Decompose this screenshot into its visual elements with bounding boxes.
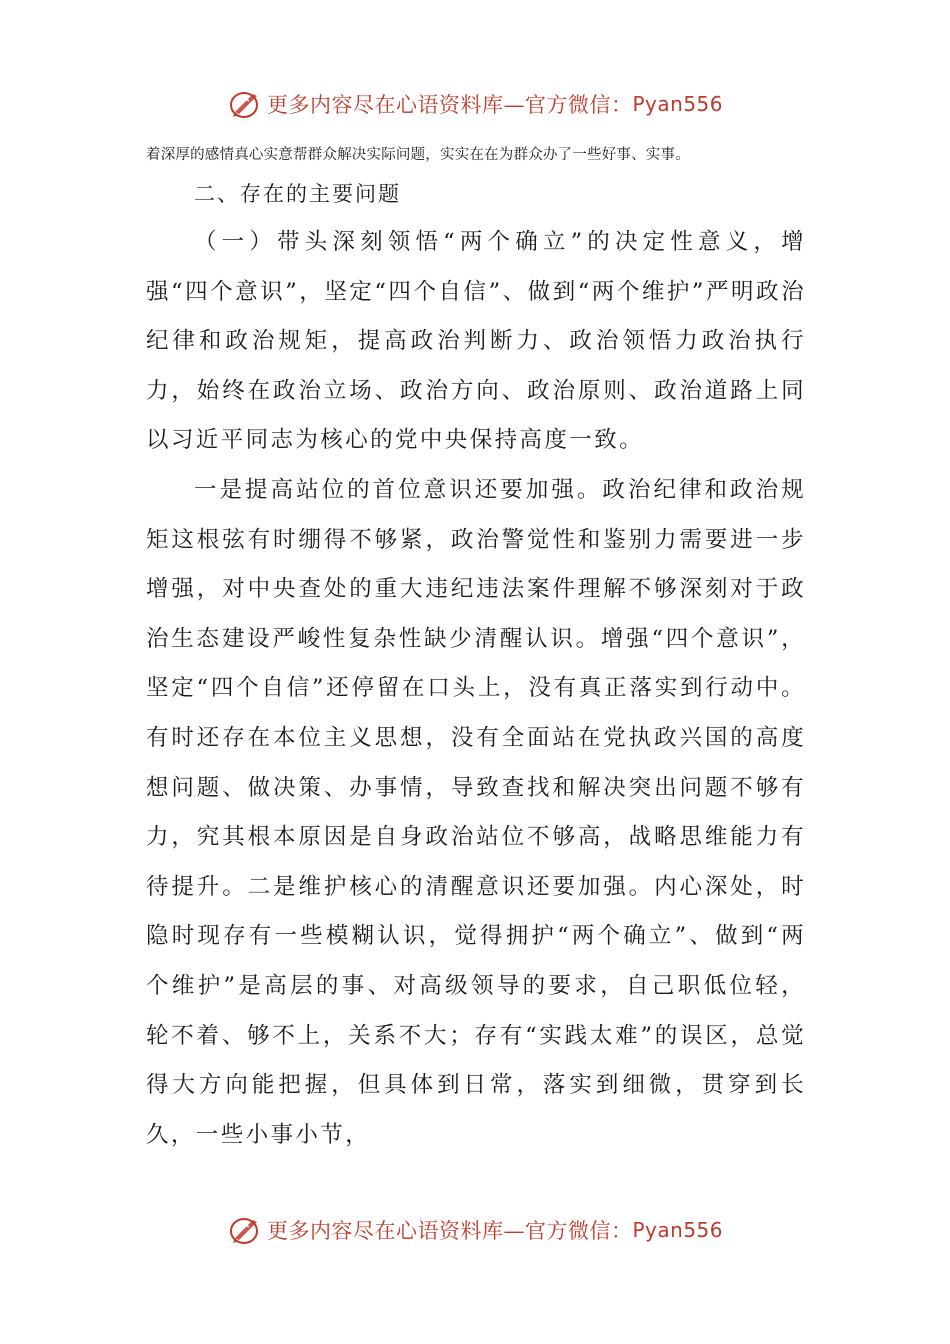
continued-line: 着深厚的感情真心实意帮群众解决实际问题，实实在在为群众办了一些好事、实事。 xyxy=(146,147,690,163)
paragraph: （一）带头深刻领悟“两个确立”的决定性意义，增强“四个意识”，坚定“四个自信”、做到“两个维护”严明政治纪律和政治规矩，提高政治判断力、政治领悟力政治执行力，始终在政治立场、政治方向、政治原则、政治道路上同以习近平同志为核心的党中央保持高度一致。 xyxy=(146,229,806,454)
paragraph: 一是提高站位的首位意识还要加强。政治纪律和政治规矩这根弦有时绷得不够紧，政治警觉性和鉴别力需要进一步增强，对中央查处的重大违纪违法案件理解不够深刻对于政治生态建设严峻性复杂性缺少清醒认识。增强“四个意识”，坚定“四个自信”还停留在口头上，没有真正落实到行动中。有时还存在本位主义思想，没有全面站在党执政兴国的高度想问题、做决策、办事情，导致查找和解决突出问题不够有力，究其根本原因是自身政治站位不够高，战略思维能力有待提升。二是维护核心的清醒意识还要加强。内心深处，时隐时现存有一些模糊认识，觉得拥护“两个确立”、做到“两个维护”是高层的事、对高级领导的要求，自己职低位轻，轮不着、够不上，关系不大；存有“实践太难”的误区，总觉得大方向能把握，但具体到日常，落实到细微，贯穿到长久，一些小事小节， xyxy=(146,476,806,1148)
pen-logo-icon xyxy=(227,86,263,122)
watermark-wechat-id: Pyan556 xyxy=(632,1218,723,1242)
document-body xyxy=(146,140,806,1160)
watermark-text: 更多内容尽在心语资料库—官方微信： xyxy=(266,93,633,117)
watermark-header xyxy=(0,84,950,124)
watermark-wechat-id: Pyan556 xyxy=(632,92,723,116)
section-heading: 二、存在的主要问题 xyxy=(194,182,401,206)
watermark-text: 更多内容尽在心语资料库—官方微信： xyxy=(266,1219,633,1243)
pen-logo-icon xyxy=(227,1212,263,1248)
watermark-footer xyxy=(0,1210,950,1250)
